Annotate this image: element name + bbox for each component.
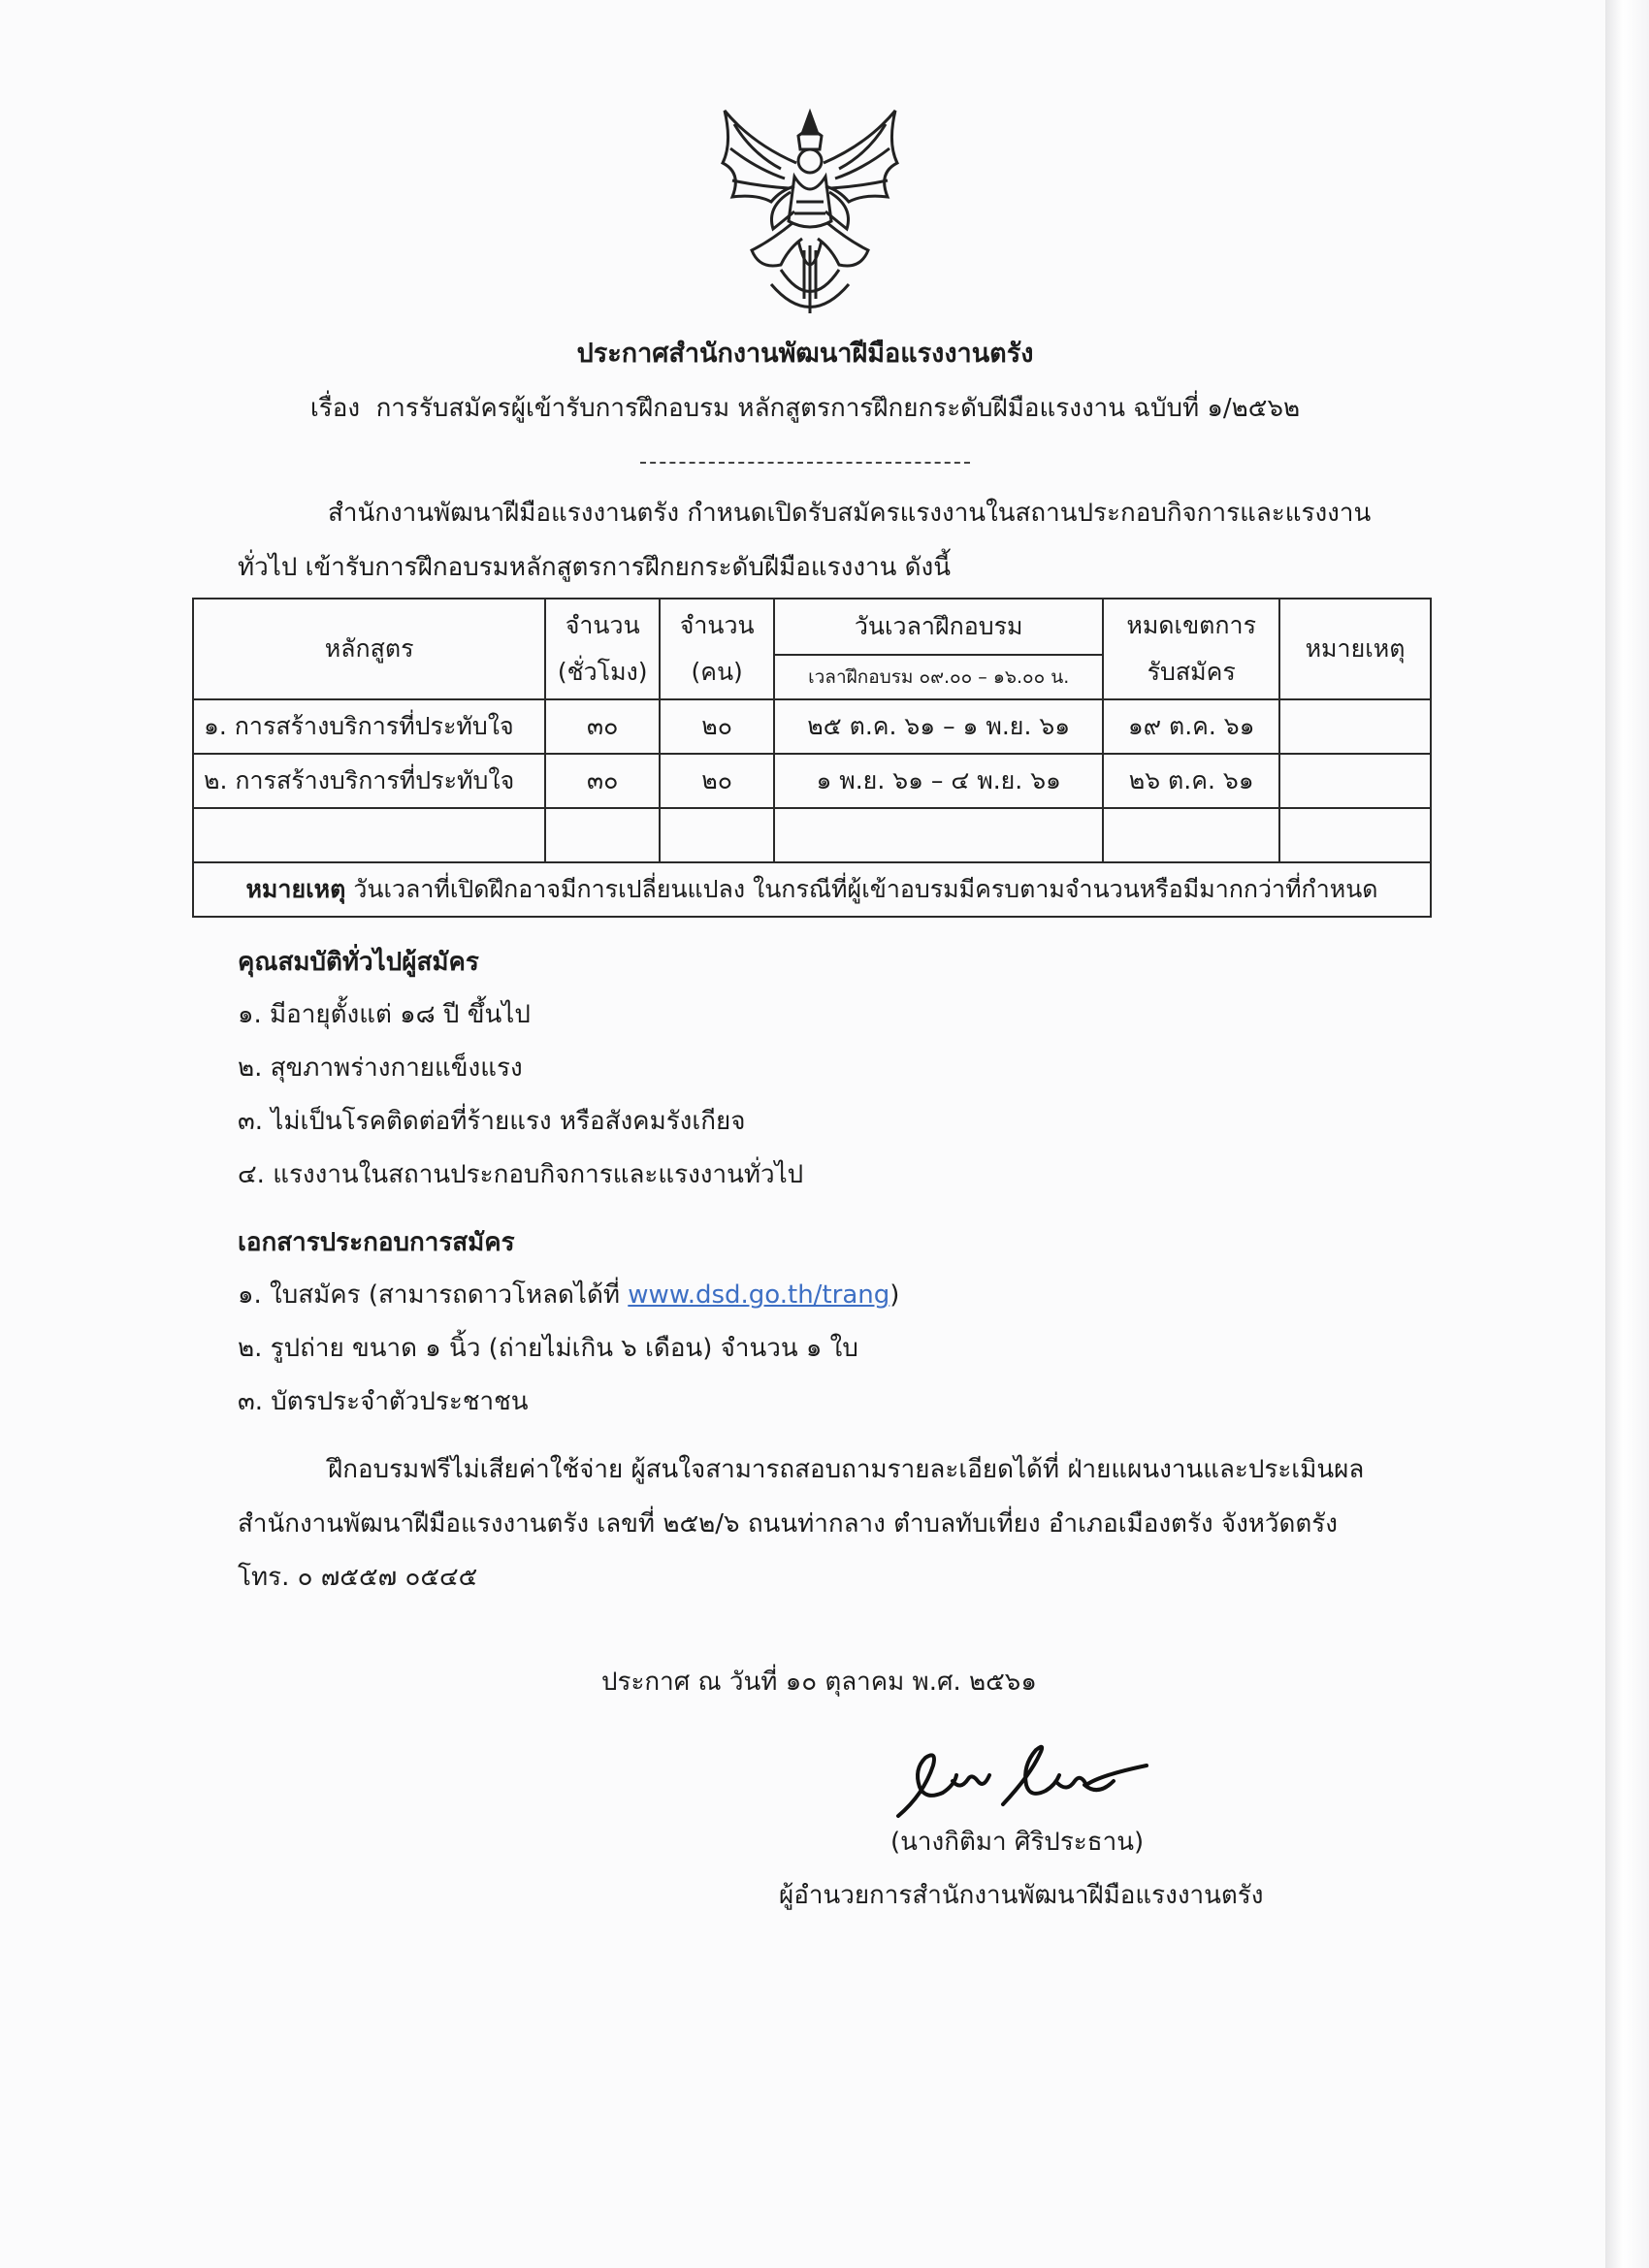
document-item-application: [238, 1279, 899, 1312]
header-people-line1: จำนวน: [679, 611, 755, 639]
row-hours: ๓๐: [545, 699, 660, 754]
row-deadline: ๑๙ ต.ค. ๖๑: [1103, 699, 1279, 754]
header-people-line2: (คน): [691, 658, 743, 686]
subject-text: การรับสมัครผู้เข้ารับการฝึกอบรม หลักสูตรการฝึกยกระดับฝีมือแรงงาน ฉบับที่ ๑/๒๕๖๒: [375, 394, 1301, 423]
header-people: [660, 599, 774, 699]
document-item-text: ๑. ใบสมัคร (สามารถดาวโหลดได้ที่: [238, 1280, 629, 1310]
document-item-idcard: ๓. บัตรประจำตัวประชาชน: [238, 1387, 529, 1416]
row-people: ๒๐: [660, 754, 774, 808]
contact-line-1: ฝึกอบรมฟรีไม่เสียค่าใช้จ่าย ผู้สนใจสามารถสอบถามรายละเอียดได้ที่ ฝ่ายแผนงานและประเมินผล: [328, 1455, 1365, 1484]
note-label: หมายเหตุ: [245, 875, 346, 903]
header-hours-line1: จำนวน: [565, 611, 640, 639]
row-hours: ๓๐: [545, 754, 660, 808]
header-deadline: [1103, 599, 1279, 699]
signer-title: ผู้อำนวยการสำนักงานพัฒนาฝีมือแรงงานตรัง: [779, 1881, 1264, 1910]
download-link[interactable]: www.dsd.go.th/trang: [628, 1280, 890, 1310]
qualification-item: ๔. แรงงานในสถานประกอบกิจการและแรงงานทั่วไป: [238, 1160, 804, 1189]
contact-line-2: สำนักงานพัฒนาฝีมือแรงงานตรัง เลขที่ ๒๕๒/๖ ถนนท่ากลาง ตำบลทับเที่ยง อำเภอเมืองตรัง จังหวัดตรัง: [238, 1509, 1338, 1539]
row-people: ๒๐: [660, 699, 774, 754]
qualification-item: ๓. ไม่เป็นโรคติดต่อที่ร้ายแรง หรือสังคมรังเกียจ: [238, 1107, 746, 1136]
table-note: [193, 862, 1431, 917]
signature: [894, 1736, 1156, 1824]
course-table: [192, 598, 1432, 918]
intro-line-1: สำนักงานพัฒนาฝีมือแรงงานตรัง กำหนดเปิดรับสมัครแรงงานในสถานประกอบกิจการและแรงงาน: [328, 499, 1372, 528]
garuda-emblem: [713, 105, 907, 330]
table-row: [193, 754, 1431, 808]
scan-edge: [1605, 0, 1649, 2268]
row-deadline: ๒๖ ต.ค. ๖๑: [1103, 754, 1279, 808]
document-item-photo: ๒. รูปถ่าย ขนาด ๑ นิ้ว (ถ่ายไม่เกิน ๖ เดือน) จำนวน ๑ ใบ: [238, 1334, 858, 1363]
row-course: ๑. การสร้างบริการที่ประทับใจ: [193, 699, 545, 754]
subject-label: เรื่อง: [309, 394, 361, 423]
header-schedule: วันเวลาฝึกอบรม: [774, 599, 1103, 655]
row-schedule: ๒๕ ต.ค. ๖๑ – ๑ พ.ย. ๖๑: [774, 699, 1103, 754]
row-schedule: ๑ พ.ย. ๖๑ – ๔ พ.ย. ๖๑: [774, 754, 1103, 808]
header-deadline-line1: หมดเขตการ: [1126, 611, 1257, 639]
header-hours-line2: (ชั่วโมง): [557, 658, 648, 686]
qualification-item: ๒. สุขภาพร่างกายแข็งแรง: [238, 1053, 523, 1083]
qualifications-heading: คุณสมบัติทั่วไปผู้สมัคร: [238, 948, 479, 977]
table-row-empty: [193, 808, 1431, 862]
row-remark: [1279, 754, 1431, 808]
row-remark: [1279, 699, 1431, 754]
header-schedule-sub: เวลาฝึกอบรม ๐๙.๐๐ – ๑๖.๐๐ น.: [774, 655, 1103, 699]
title-divider: [640, 462, 970, 464]
qualification-item: ๑. มีอายุตั้งแต่ ๑๘ ปี ขึ้นไป: [238, 1000, 531, 1029]
row-course: ๒. การสร้างบริการที่ประทับใจ: [193, 754, 545, 808]
signer-name: (นางกิติมา ศิริประธาน): [890, 1828, 1145, 1857]
note-text: วันเวลาที่เปิดฝึกอาจมีการเปลี่ยนแปลง ในกรณีที่ผู้เข้าอบรมมีครบตามจำนวนหรือมีมากกว่าที่กำหนด: [353, 875, 1378, 903]
table-row: [193, 699, 1431, 754]
announcement-date: ประกาศ ณ วันที่ ๑๐ ตุลาคม พ.ศ. ๒๕๖๑: [601, 1668, 1037, 1697]
announcement-subject: [0, 392, 1610, 425]
header-remark: หมายเหตุ: [1279, 599, 1431, 699]
document-item-suffix: ): [889, 1280, 900, 1310]
contact-line-3: โทร. ๐ ๗๕๕๗ ๐๕๔๕: [238, 1563, 478, 1592]
header-course: หลักสูตร: [193, 599, 545, 699]
documents-heading: เอกสารประกอบการสมัคร: [238, 1228, 515, 1257]
announcement-title: ประกาศสำนักงานพัฒนาฝีมือแรงงานตรัง: [576, 339, 1034, 369]
header-hours: [545, 599, 660, 699]
intro-line-2: ทั่วไป เข้ารับการฝึกอบรมหลักสูตรการฝึกยกระดับฝีมือแรงงาน ดังนี้: [238, 553, 952, 582]
header-deadline-line2: รับสมัคร: [1147, 658, 1236, 686]
